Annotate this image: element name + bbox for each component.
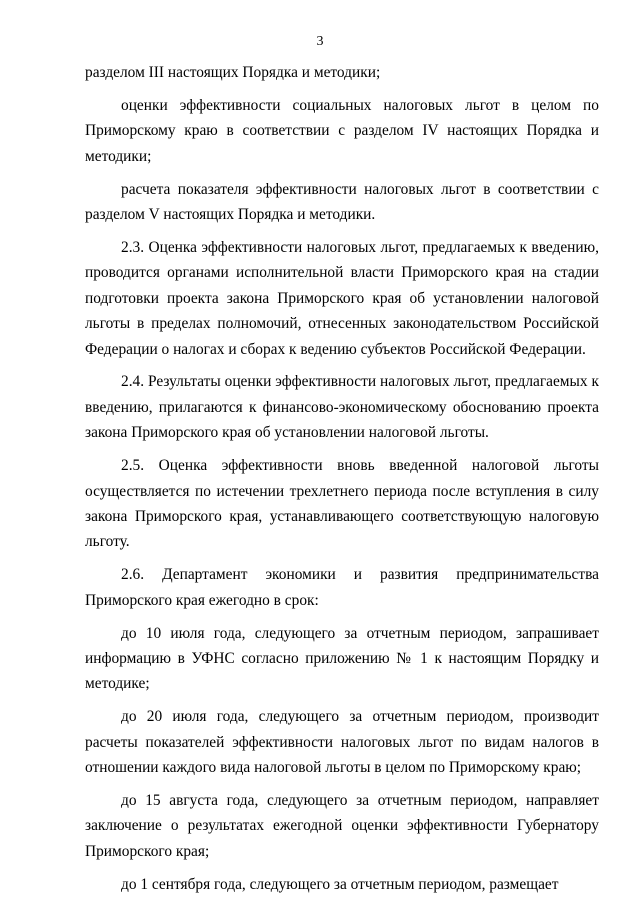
paragraph-2-4: 2.4. Результаты оценки эффективности налоговых льгот, предлагаемых к введению, прилагаются к финансово-экономическому обоснованию проекта закона Приморского края об установлении налоговой льготы. (85, 373, 599, 442)
paragraph-2-5: 2.5. Оценка эффективности вновь введенной налоговой льготы осуществляется по истечении трехлетнего периода после вступления в силу закона Приморского края, устанавливающего соответствующую налоговую льготу. (85, 457, 599, 551)
paragraph-social-benefits-assessment: оценки эффективности социальных налоговых льгот в целом по Приморскому краю в соответствии с разделом IV настоящих Порядка и методики; (85, 96, 599, 165)
paragraph-2-3: 2.3. Оценка эффективности налоговых льгот, предлагаемых к введению, проводится органами исполнительной власти Приморского края на стадии подготовки проекта закона Приморского края об установлении налоговой льготы в пределах полномочий, отнесенных законодательством Российской Федерации о налогах и сборах к ведению субъектов Российской Федерации. (85, 238, 599, 358)
paragraph-continuation: разделом III настоящих Порядка и методики; (85, 64, 381, 81)
paragraph-september-1: до 1 сентября года, следующего за отчетным периодом, размещает (121, 875, 559, 893)
page-number: 3 (316, 34, 324, 49)
document-body (85, 60, 599, 905)
paragraph-august-15: до 15 августа года, следующего за отчетным периодом, направляет заключение о результатах ежегодной оценки эффективности Губернатору Приморского края; (85, 792, 599, 860)
paragraph-july-20: до 20 июля года, следующего за отчетным периодом, производит расчеты показателей эффективности налоговых льгот по видам налогов в отношении каждого вида налоговой льготы в целом по Приморскому краю; (85, 708, 599, 777)
paragraph-2-6: 2.6. Департамент экономики и развития предпринимательства Приморского края ежегодно в срок: (85, 566, 599, 609)
paragraph-july-10: до 10 июля года, следующего за отчетным периодом, запрашивает информацию в УФНС согласно приложению № 1 к настоящим Порядку и методике; (85, 624, 599, 693)
paragraph-efficiency-indicator: расчета показателя эффективности налоговых льгот в соответствии с разделом V настоящих Порядка и методики. (85, 180, 599, 224)
